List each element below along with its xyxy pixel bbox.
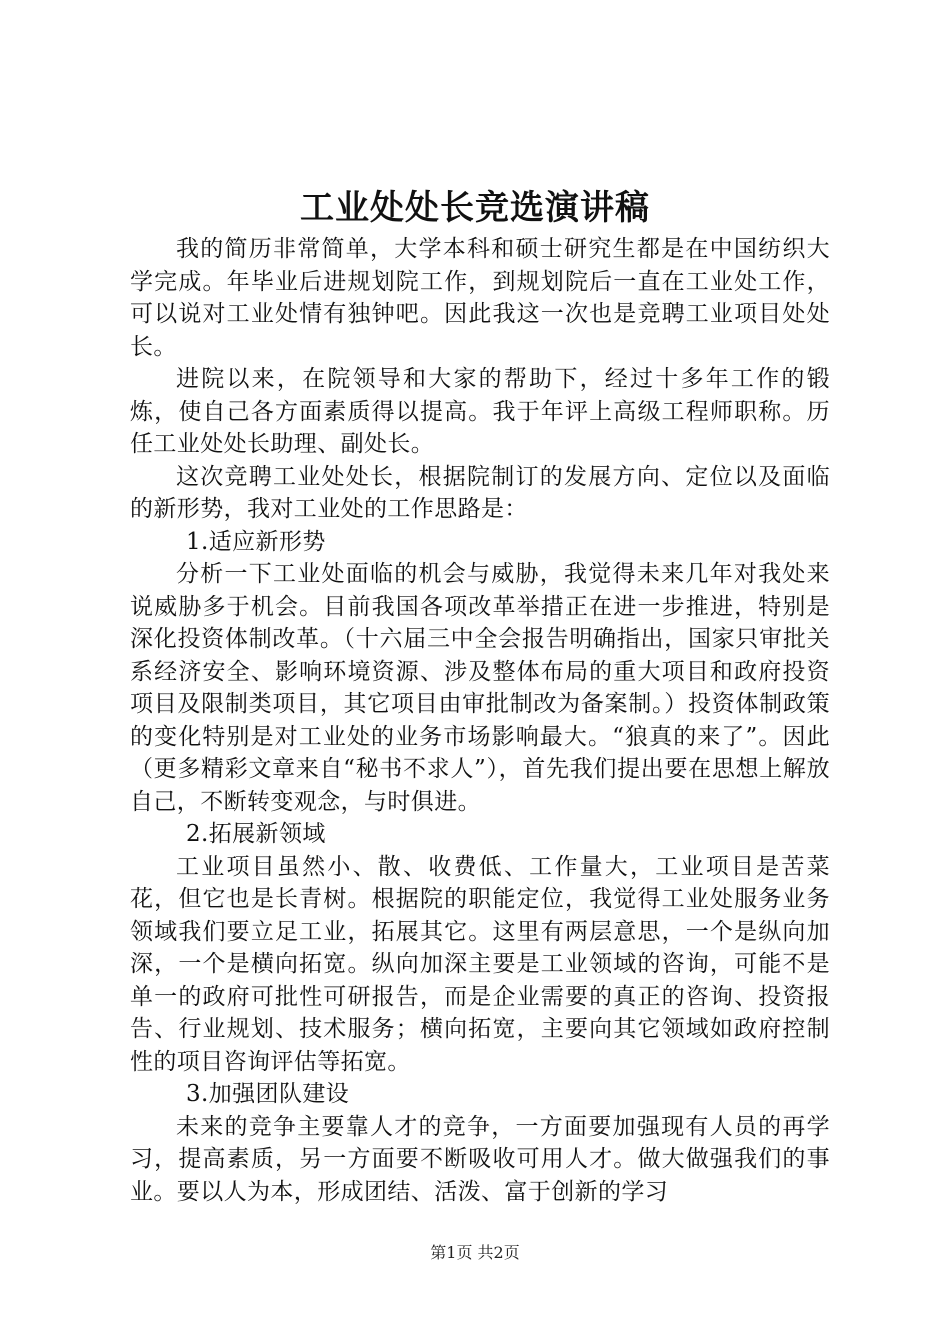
paragraph: 工业项目虽然小、散、收费低、工作量大，工业项目是苦菜花，但它也是长青树。根据院的职能定位，我觉得工业处服务业务领域我们要立足工业，拓展其它。这里有两层意思，一个是纵向加深，一个是横向拓宽。纵向加深主要是工业领域的咨询，可能不是单一的政府可批性可研报告，而是企业需要的真正的咨询、投资报告、行业规划、技术服务；横向拓宽，主要向其它领域如政府控制性的项目咨询评估等拓宽。 <box>130 853 830 1075</box>
paragraph: 我的简历非常简单，大学本科和硕士研究生都是在中国纺织大学完成。年毕业后进规划院工作，到规划院后一直在工业处工作，可以说对工业处情有独钟吧。因此我这一次也是竞聘工业项目处处长。 <box>130 236 830 360</box>
paragraph: 进院以来，在院领导和大家的帮助下，经过十多年工作的锻炼，使自己各方面素质得以提高。我于年评上高级工程师职称。历任工业处处长助理、副处长。 <box>130 366 830 457</box>
page-number-footer: 第1页 共2页 <box>430 1243 520 1262</box>
section-heading: 2.拓展新领域 <box>186 821 326 847</box>
paragraph: 未来的竞争主要靠人才的竞争，一方面要加强现有人员的再学习，提高素质，另一方面要不断吸收可用人才。做大做强我们的事业。要以人为本，形成团结、活泼、富于创新的学习 <box>130 1113 830 1205</box>
document-body <box>130 233 830 1208</box>
section-heading: 3.加强团队建设 <box>186 1081 350 1107</box>
paragraph: 分析一下工业处面临的机会与威胁，我觉得未来几年对我处来说威胁多于机会。目前我国各项改革举措正在进一步推进，特别是深化投资体制改革。（十六届三中全会报告明确指出，国家只审批关系经济安全、影响环境资源、涉及整体布局的重大项目和政府投资项目及限制类项目，其它项目由审批制改为备案制。）投资体制政策的变化特别是对工业处的业务市场影响最大。“狼真的来了”。因此（更多精彩文章来自“秘书不求人”），首先我们提出要在思想上解放自己，不断转变观念，与时俱进。 <box>130 561 830 815</box>
paragraph: 这次竞聘工业处处长，根据院制订的发展方向、定位以及面临的新形势，我对工业处的工作思路是： <box>130 463 830 522</box>
document-title: 工业处处长竞选演讲稿 <box>300 188 650 228</box>
section-heading: 1.适应新形势 <box>186 528 326 555</box>
